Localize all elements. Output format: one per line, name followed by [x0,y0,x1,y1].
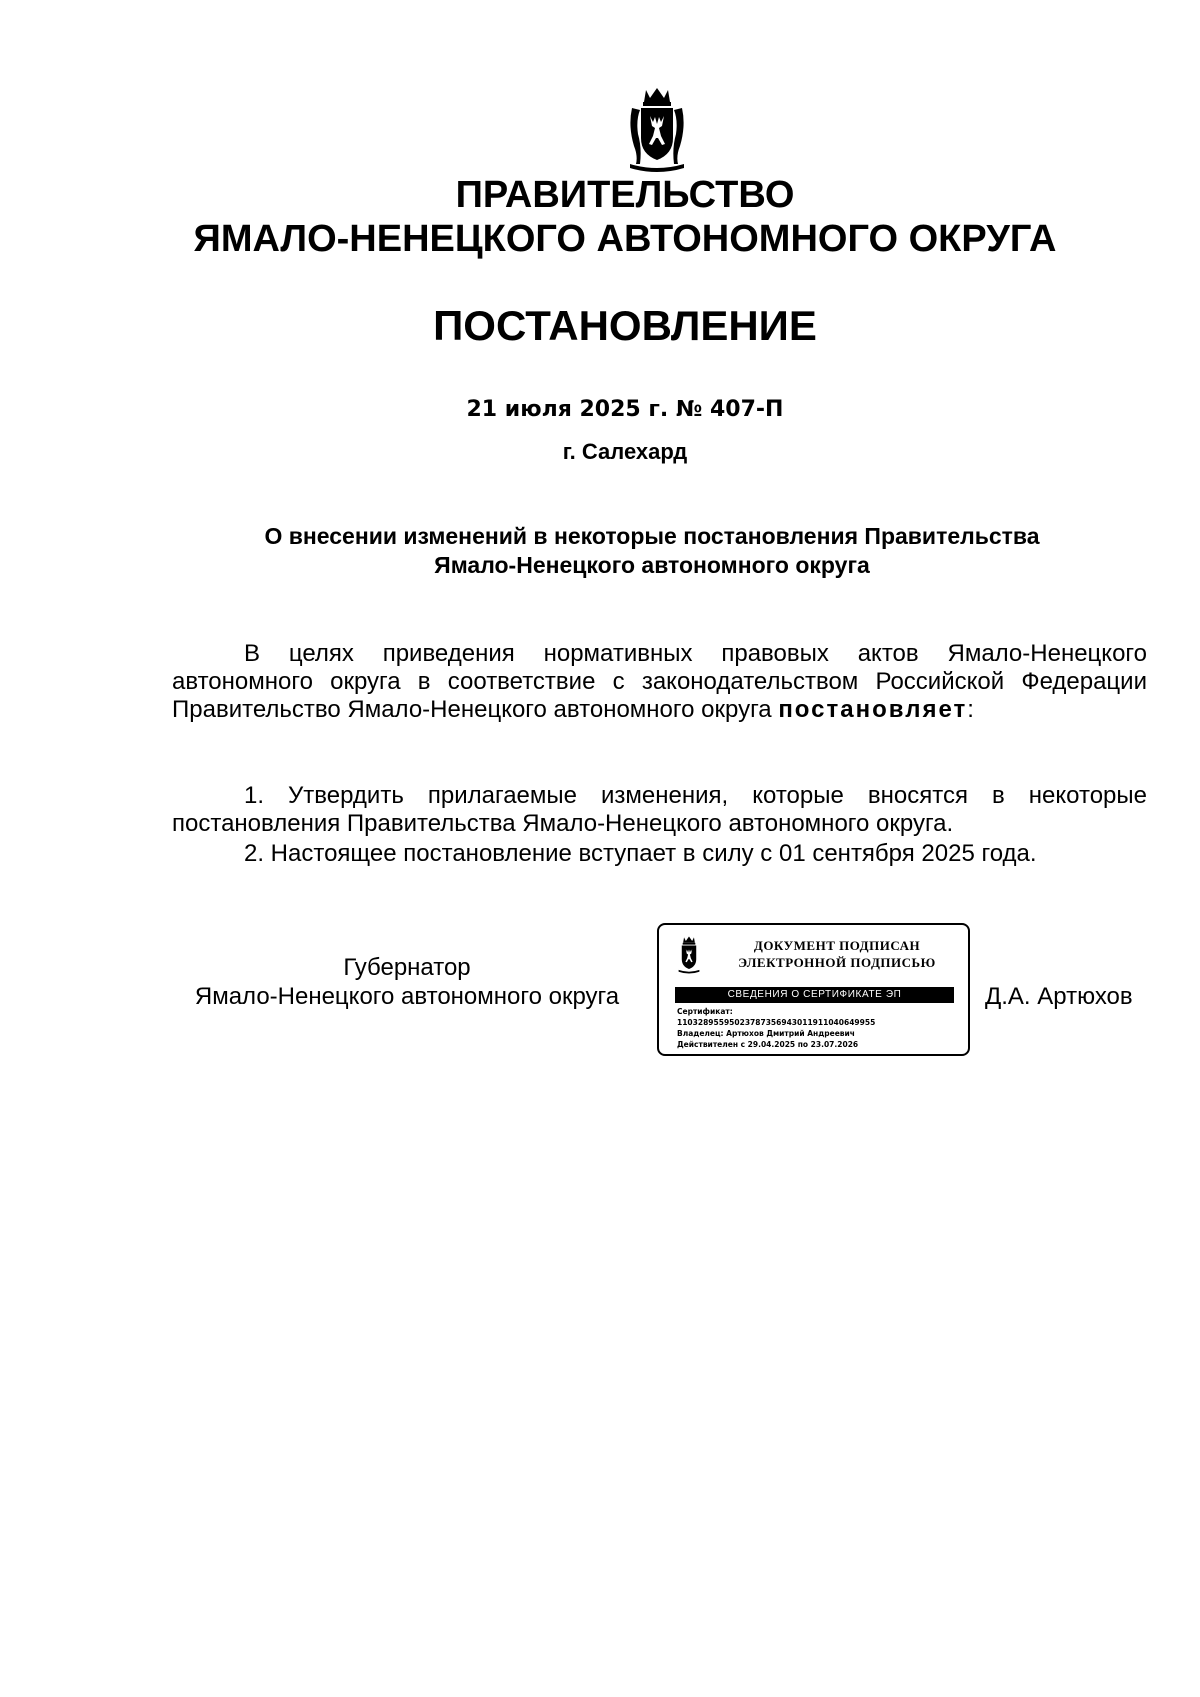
stamp-cert-number: 11032895595023787356943011911040649955 [677,1018,876,1027]
stamp-coat-of-arms-icon [675,935,703,975]
preamble-paragraph [172,640,1147,724]
electronic-signature-stamp [657,923,970,1056]
decree-item-1: 1. Утвердить прилагаемые изменения, которые вносятся в некоторые постановления Правительства Ямало-Ненецкого автономного округа. [172,782,1147,837]
signer-title-line2: Ямало-Ненецкого автономного округа [194,983,620,1010]
stamp-heading-line1: ДОКУМЕНТ ПОДПИСАН [753,938,921,953]
stamp-owner: Владелец: Артюхов Дмитрий Андреевич [677,1029,855,1038]
coat-of-arms-icon [626,86,688,172]
subject-line2: Ямало-Ненецкого автономного округа [434,552,870,578]
stamp-validity: Действителен с 29.04.2025 по 23.07.2026 [677,1040,859,1049]
organization-title-line2: ЯМАЛО-НЕНЕЦКОГО АВТОНОМНОГО ОКРУГА [193,218,1057,260]
stamp-certificate-info [677,1006,962,1050]
signer-title [172,953,642,1011]
stamp-certificate-bar: СВЕДЕНИЯ О СЕРТИФИКАТЕ ЭП [675,987,954,1003]
preamble-end: : [967,696,974,723]
document-date-number: 21 июля 2025 г. № 407-П [466,397,784,422]
decree-item-2: 2. Настоящее постановление вступает в силу с 01 сентября 2025 года. [244,840,1037,867]
stamp-heading-line2: ЭЛЕКТРОННОЙ ПОДПИСЬЮ [738,955,936,970]
document-subject [172,522,1132,580]
signer-name: Д.А. Артюхов [985,983,1133,1010]
stamp-heading [717,937,957,971]
preamble-keyword: постановляет [778,696,968,723]
document-city: г. Салехард [562,439,688,464]
preamble-text: В целях приведения нормативных правовых актов Ямало-Ненецкого автономного округа в соответствие с законодательством Российской Федерации Правительство Ямало-Ненецкого автономного округа [172,640,1147,723]
organization-title-line1: ПРАВИТЕЛЬСТВО [455,174,795,216]
subject-line1: О внесении изменений в некоторые постановления Правительства [264,523,1040,549]
signer-title-line1: Губернатор [343,954,471,981]
stamp-cert-label: Сертификат: [677,1007,733,1016]
document-type: ПОСТАНОВЛЕНИЕ [433,302,817,349]
